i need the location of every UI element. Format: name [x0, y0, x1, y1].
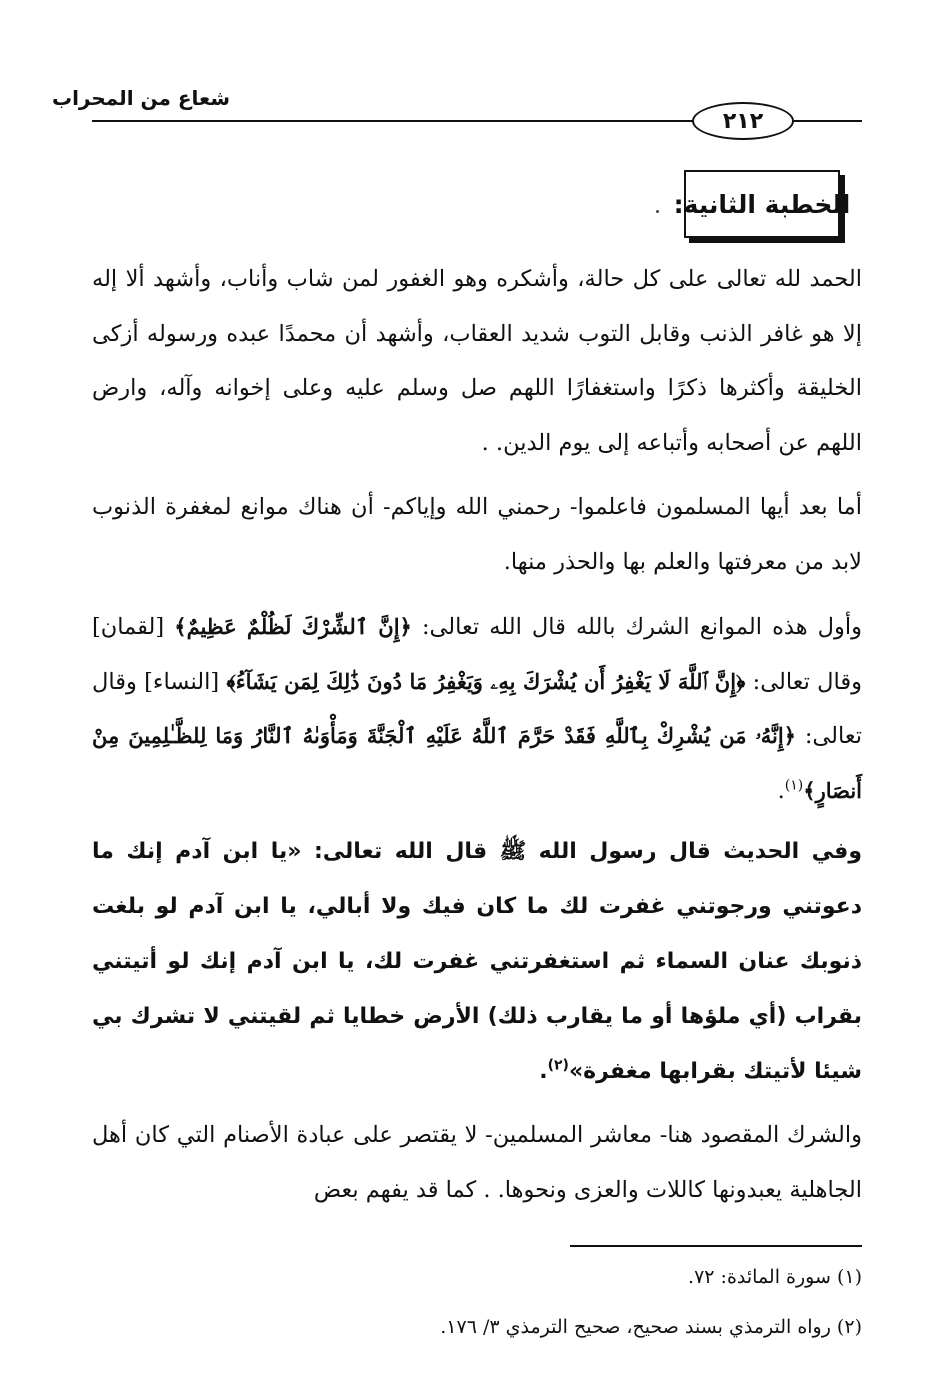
paragraph-shirk-verses — [92, 600, 862, 818]
section-title-box — [673, 170, 851, 238]
surah-ref-luqman: [لقمان] وقال تعالى: — [92, 614, 862, 695]
page-number: ٢١٢ — [722, 108, 764, 134]
verse-intro: وأول هذه الموانع الشرك بالله قال الله تعالى: — [411, 614, 862, 640]
hadith-text: وفي الحديث قال رسول الله ﷺ قال الله تعالى: «يا ابن آدم إنك ما دعوتني ورجوتني غفرت لك ما كان فيك ولا أبالي، يا ابن آدم لو بلغت ذنوبك عنان السماء ثم استغفرتني غفرت لك، يا ابن آدم إنك لو أتيتني بقراب (أي ملؤها أو ما يقارب ذلك) الأرض خطايا ثم لقيتني لا تشرك بي شيئا لأتيتك بقرابها مغفرة» — [92, 839, 862, 1084]
running-title: شعاع من المحراب — [51, 86, 230, 110]
paragraph-end-mark: . — [777, 777, 785, 804]
footnote-1: (١) سورة المائدة: ٧٢. — [688, 1266, 862, 1288]
footnote-rule — [570, 1245, 862, 1247]
quran-verse-luqman: ﴿إِنَّ ٱلشِّرْكَ لَظُلْمٌ عَظِيمٌ﴾ — [174, 614, 412, 639]
paragraph-end-mark: . — [539, 1059, 548, 1084]
footnote-2: (٢) رواه الترمذي بسند صحيح، صحيح الترمذي ٣/ ١٧٦. — [440, 1316, 862, 1338]
paragraph-praise: الحمد لله تعالى على كل حالة، وأشكره وهو الغفور لمن شاب وأناب، وأشهد ألا إله إلا هو غافر الذنب وقابل التوب شديد العقاب، وأشهد أن محمدًا عبده ورسوله أزكى الخليقة وأكثرها ذكرًا واستغفارًا اللهم صل وسلم عليه وعلى إخوانه وآله، وارض اللهم عن أصحابه وأتباعه إلى يوم الدين. . — [92, 266, 862, 456]
surah-ref-nisa: [النساء] وقال تعالى: — [92, 668, 862, 749]
quran-verse-maidah: ﴿إِنَّهُۥ مَن يُشْرِكْ بِٱللَّهِ فَقَدْ حَرَّمَ ٱللَّهُ عَلَيْهِ ٱلْجَنَّةَ وَمَأْوَىٰهُ ٱلنَّارُ وَمَا لِلظَّـٰلِمِينَ مِنْ أَنصَارٍ﴾ — [92, 723, 862, 803]
paragraph-intro: أما بعد أيها المسلمون فاعلموا- رحمني الله وإياكم- أن هناك موانع لمغفرة الذنوب لابد من معرفتها والعلم بها والحذر منها. — [92, 494, 862, 575]
footnote-marker-2: (٢) — [547, 1057, 569, 1074]
quran-verse-nisa: ﴿إِنَّ ٱللَّهَ لَا يَغْفِرُ أَن يُشْرَكَ بِهِۦ وَيَغْفِرُ مَا دُونَ ذَٰلِكَ لِمَن يَشَآءُ﴾ — [226, 668, 746, 694]
page-number-oval — [692, 102, 794, 140]
section-title: الخطبة الثانية: — [673, 189, 851, 219]
stray-dot — [656, 210, 659, 213]
paragraph-hadith — [92, 824, 862, 1099]
paragraph-shirk-meaning: والشرك المقصود هنا- معاشر المسلمين- لا يقتصر على عبادة الأصنام التي كان أهل الجاهلية يعبدونها كاللات والعزى ونحوها. . كما قد يفهم بعض — [92, 1122, 862, 1203]
footnote-marker-1: (١) — [784, 777, 804, 793]
